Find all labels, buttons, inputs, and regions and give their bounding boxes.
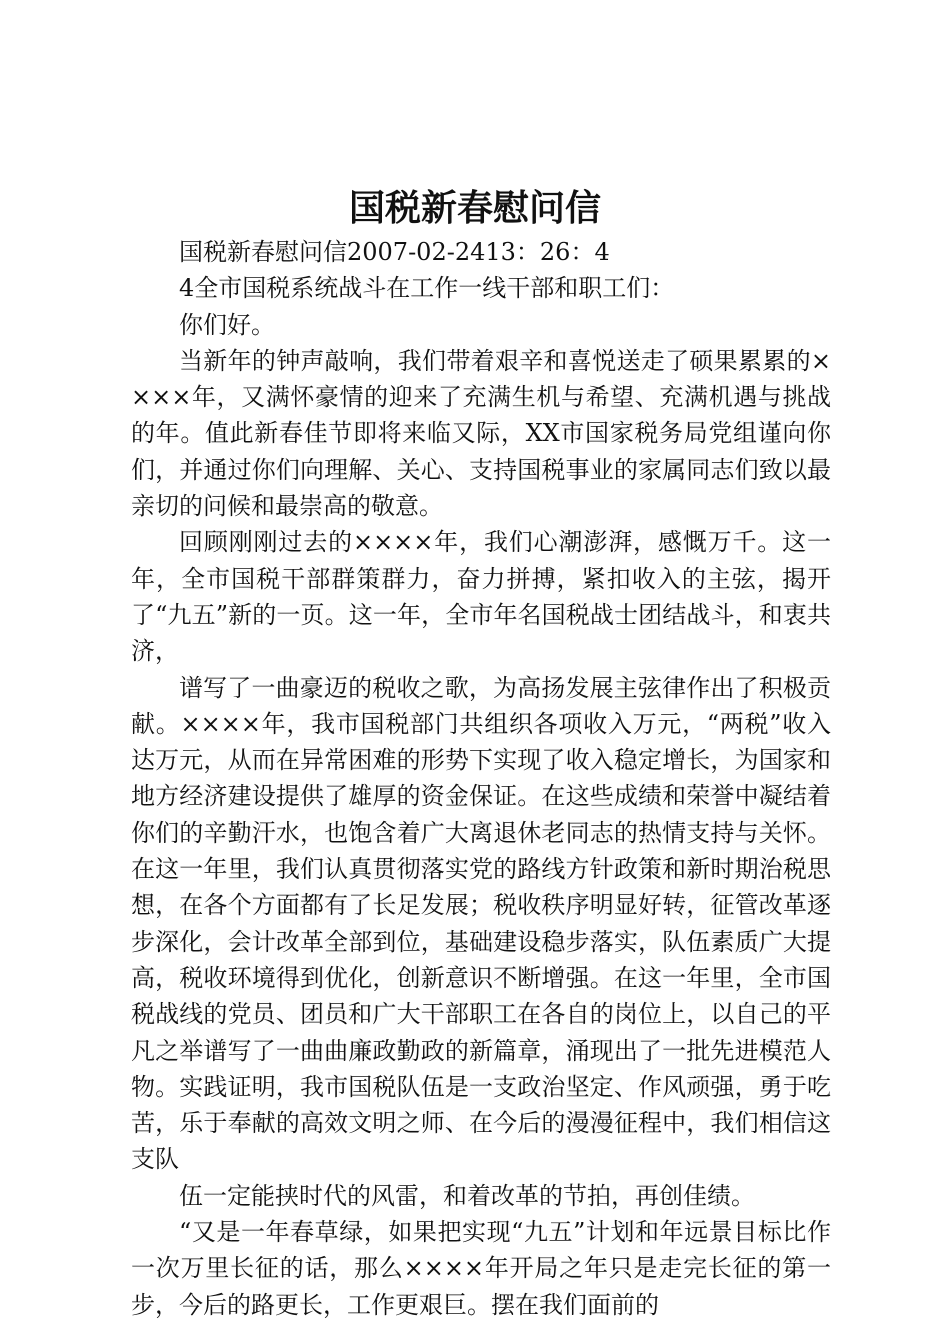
paragraph-header-line: 国税新春慰问信2007-02-2413：26：4 xyxy=(179,238,610,266)
paragraph-achievements: 谱写了一曲豪迈的税收之歌，为高扬发展主弦律作出了积极贡献。××××年，我市国税部门共组织各项收入万元，“两税”收入达万元，从而在异常困难的形势下实现了收入稳定增长，为国家和地方经济建设提供了雄厚的资金保证。在这些成绩和荣誉中凝结着你们的辛勤汗水，也饱含着广大离退休老同志的热情支持与关怀。在这一年里，我们认真贯彻落实党的路线方针政策和新时期治税思想，在各个方面都有了长足发展；税收秩序明显好转，征管改革逐步深化，会计改革全部到位，基础建设稳步落实，队伍素质广大提高，税收环境得到优化，创新意识不断增强。在这一年里，全市国税战线的党员、团员和广大干部职工在各自的岗位上，以自己的平凡之举谱写了一曲曲廉政勤政的新篇章，涌现出了一批先进模范人物。实践证明，我市国税队伍是一支政治坚定、作风顽强，勇于吃苦，乐于奉献的高效文明之师、在今后的漫漫征程中，我们相信这支队 xyxy=(131,673,831,1174)
paragraph-greeting: 你们好。 xyxy=(179,310,275,339)
paragraph-salutation: 4全市国税系统战斗在工作一线干部和职工们： xyxy=(179,274,675,303)
document-body xyxy=(131,234,831,1323)
paragraph-new-year: 当新年的钟声敲响，我们带着艰辛和喜悦送走了硕果累累的××××年，又满怀豪情的迎来了充满生机与希望、充满机遇与挑战的年。值此新春佳节即将来临又际，XX市国家税务局党组谨向你们，并通过你们向理解、关心、支持国税事业的家属同志们致以最亲切的问候和最崇高的敬意。 xyxy=(131,346,831,521)
paragraph-outlook: “又是一年春草绿，如果把实现“九五”计划和年远景目标比作一次万里长征的话，那么××××年开局之年只是走完长征的第一步，今后的路更长，工作更艰巨。摆在我们面前的 xyxy=(131,1218,831,1319)
paragraph-review: 回顾刚刚过去的××××年，我们心潮澎湃，感慨万千。这一年，全市国税干部群策群力，奋力拼搏，紧扣收入的主弦，揭开了“九五”新的一页。这一年，全市年名国税战士团结战斗，和衷共济， xyxy=(131,528,831,666)
paragraph-confidence: 伍一定能挟时代的风雷，和着改革的节拍，再创佳绩。 xyxy=(179,1181,755,1210)
document-title: 国税新春慰问信 xyxy=(348,187,601,229)
